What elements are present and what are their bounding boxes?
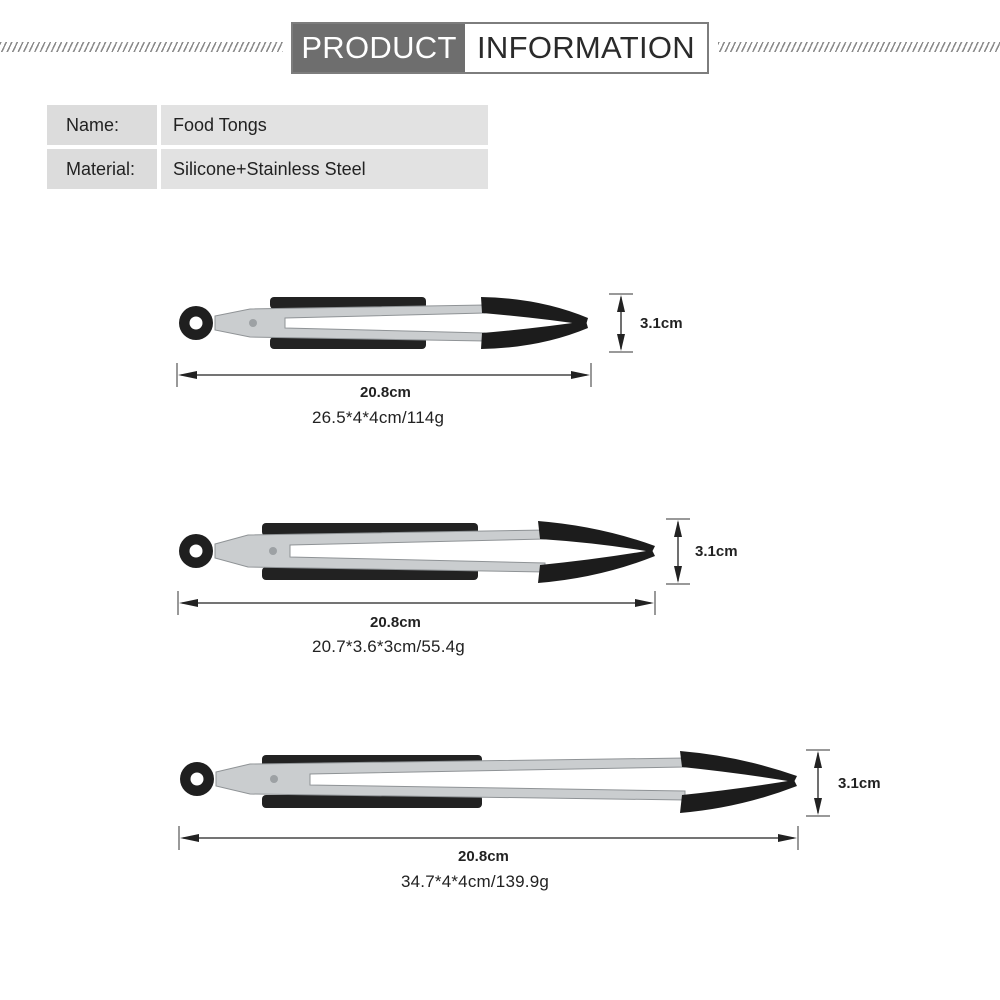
spec-label: 34.7*4*4cm/139.9g — [401, 872, 550, 891]
height-label: 3.1cm — [640, 315, 683, 332]
length-label: 20.8cm — [370, 614, 421, 631]
height-label: 3.1cm — [838, 775, 881, 792]
info-key: Name: — [47, 105, 157, 145]
length-label: 20.8cm — [458, 848, 509, 865]
spec-label: 20.7*3.6*3cm/55.4g — [312, 637, 465, 656]
info-value: Food Tongs — [161, 105, 488, 145]
length-label: 20.8cm — [360, 384, 411, 401]
info-key: Material: — [47, 149, 157, 189]
height-label: 3.1cm — [695, 543, 738, 560]
section-title-right: INFORMATION — [465, 24, 707, 72]
section-title-left: PRODUCT — [293, 24, 465, 72]
spec-label: 26.5*4*4cm/114g — [312, 408, 445, 427]
info-value: Silicone+Stainless Steel — [161, 149, 488, 189]
